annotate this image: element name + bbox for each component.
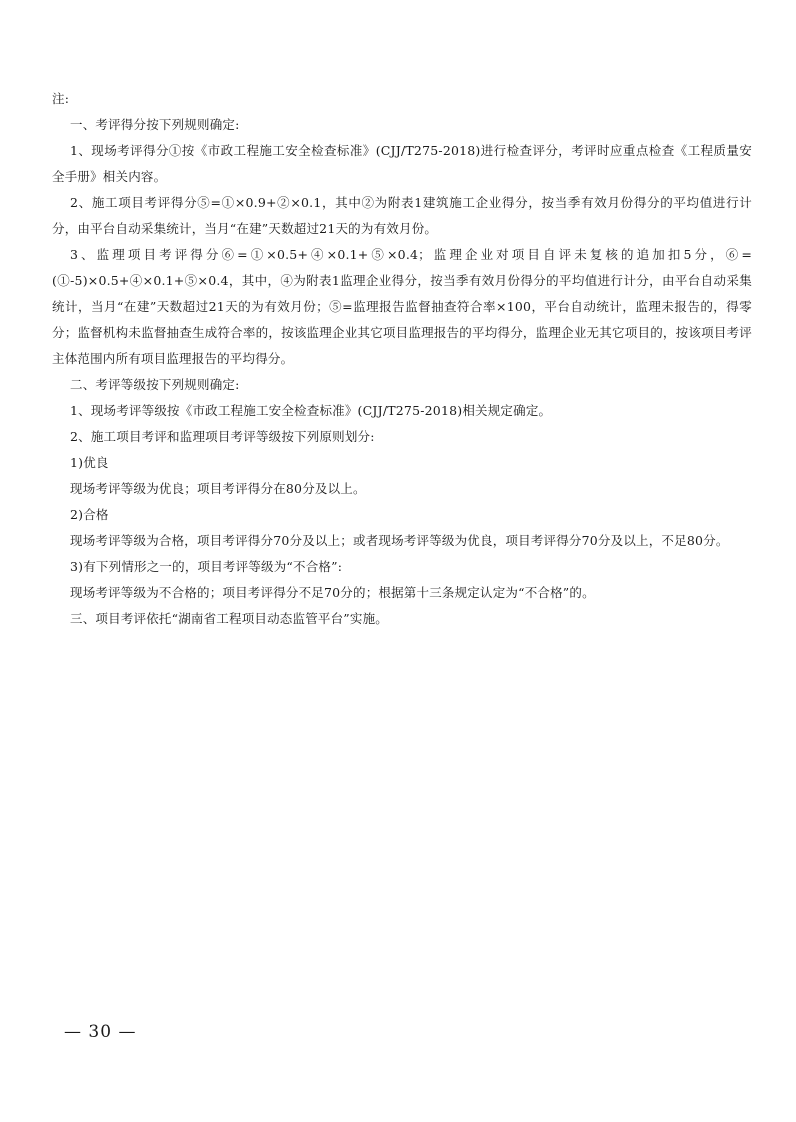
note-label: 注: [52, 91, 70, 106]
rule-1-text: 1、现场考评得分①按《市政工程施工安全检查标准》(CJJ/T275-2018)进行检查评分，考评时应重点检查《工程质量安全手册》相关内容。 [52, 143, 752, 184]
qualified-text: 现场考评等级为合格，项目考评得分70分及以上；或者现场考评等级为优良，项目考评得分70分及以上，不足80分。 [70, 533, 729, 548]
excellent-text: 现场考评等级为优良；项目考评得分在80分及以上。 [70, 481, 366, 496]
section-1-heading: 一、考评得分按下列规则确定: [70, 117, 240, 132]
excellent-label: 1)优良 [70, 455, 109, 470]
grade-1-text: 1、现场考评等级按《市政工程施工安全检查标准》(CJJ/T275-2018)相关规定确定。 [70, 403, 552, 418]
rule-3-text: 3、监理项目考评得分⑥=①×0.5+④×0.1+⑤×0.4；监理企业对项目自评未复核的追加扣5分，⑥=(①-5)×0.5+④×0.1+⑤×0.4，其中，④为附表1监理企业得分，按当季有效月份得分的平均值进行计分，由平台自动采集统计，当月“在建”天数超过21天的为有效月份；⑤=监理报告监督抽查符合率×100，平台自动统计，监理未报告的，得零分；监督机构未监督抽查生成符合率的，按该监理企业其它项目监理报告的平均得分，监理企业无其它项目的，按该项目考评主体范围内所有项目监理报告的平均得分。 [52, 247, 752, 366]
qualified-label: 2)合格 [70, 507, 109, 522]
rule-2-text: 2、施工项目考评得分⑤=①×0.9+②×0.1，其中②为附表1建筑施工企业得分，按当季有效月份得分的平均值进行计分，由平台自动采集统计，当月“在建”天数超过21天的为有效月份。 [52, 195, 752, 236]
unqualified-label: 3)有下列情形之一的，项目考评等级为“不合格”: [70, 559, 343, 574]
unqualified-text: 现场考评等级为不合格的；项目考评得分不足70分的；根据第十三条规定认定为“不合格”的。 [70, 585, 595, 600]
document-body [52, 86, 752, 632]
grade-2-text: 2、施工项目考评和监理项目考评等级按下列原则划分: [70, 429, 375, 444]
page-number: — 30 — [64, 1022, 137, 1042]
section-3-heading: 三、项目考评依托“湖南省工程项目动态监管平台”实施。 [70, 611, 388, 626]
section-2-heading: 二、考评等级按下列规则确定: [70, 377, 240, 392]
